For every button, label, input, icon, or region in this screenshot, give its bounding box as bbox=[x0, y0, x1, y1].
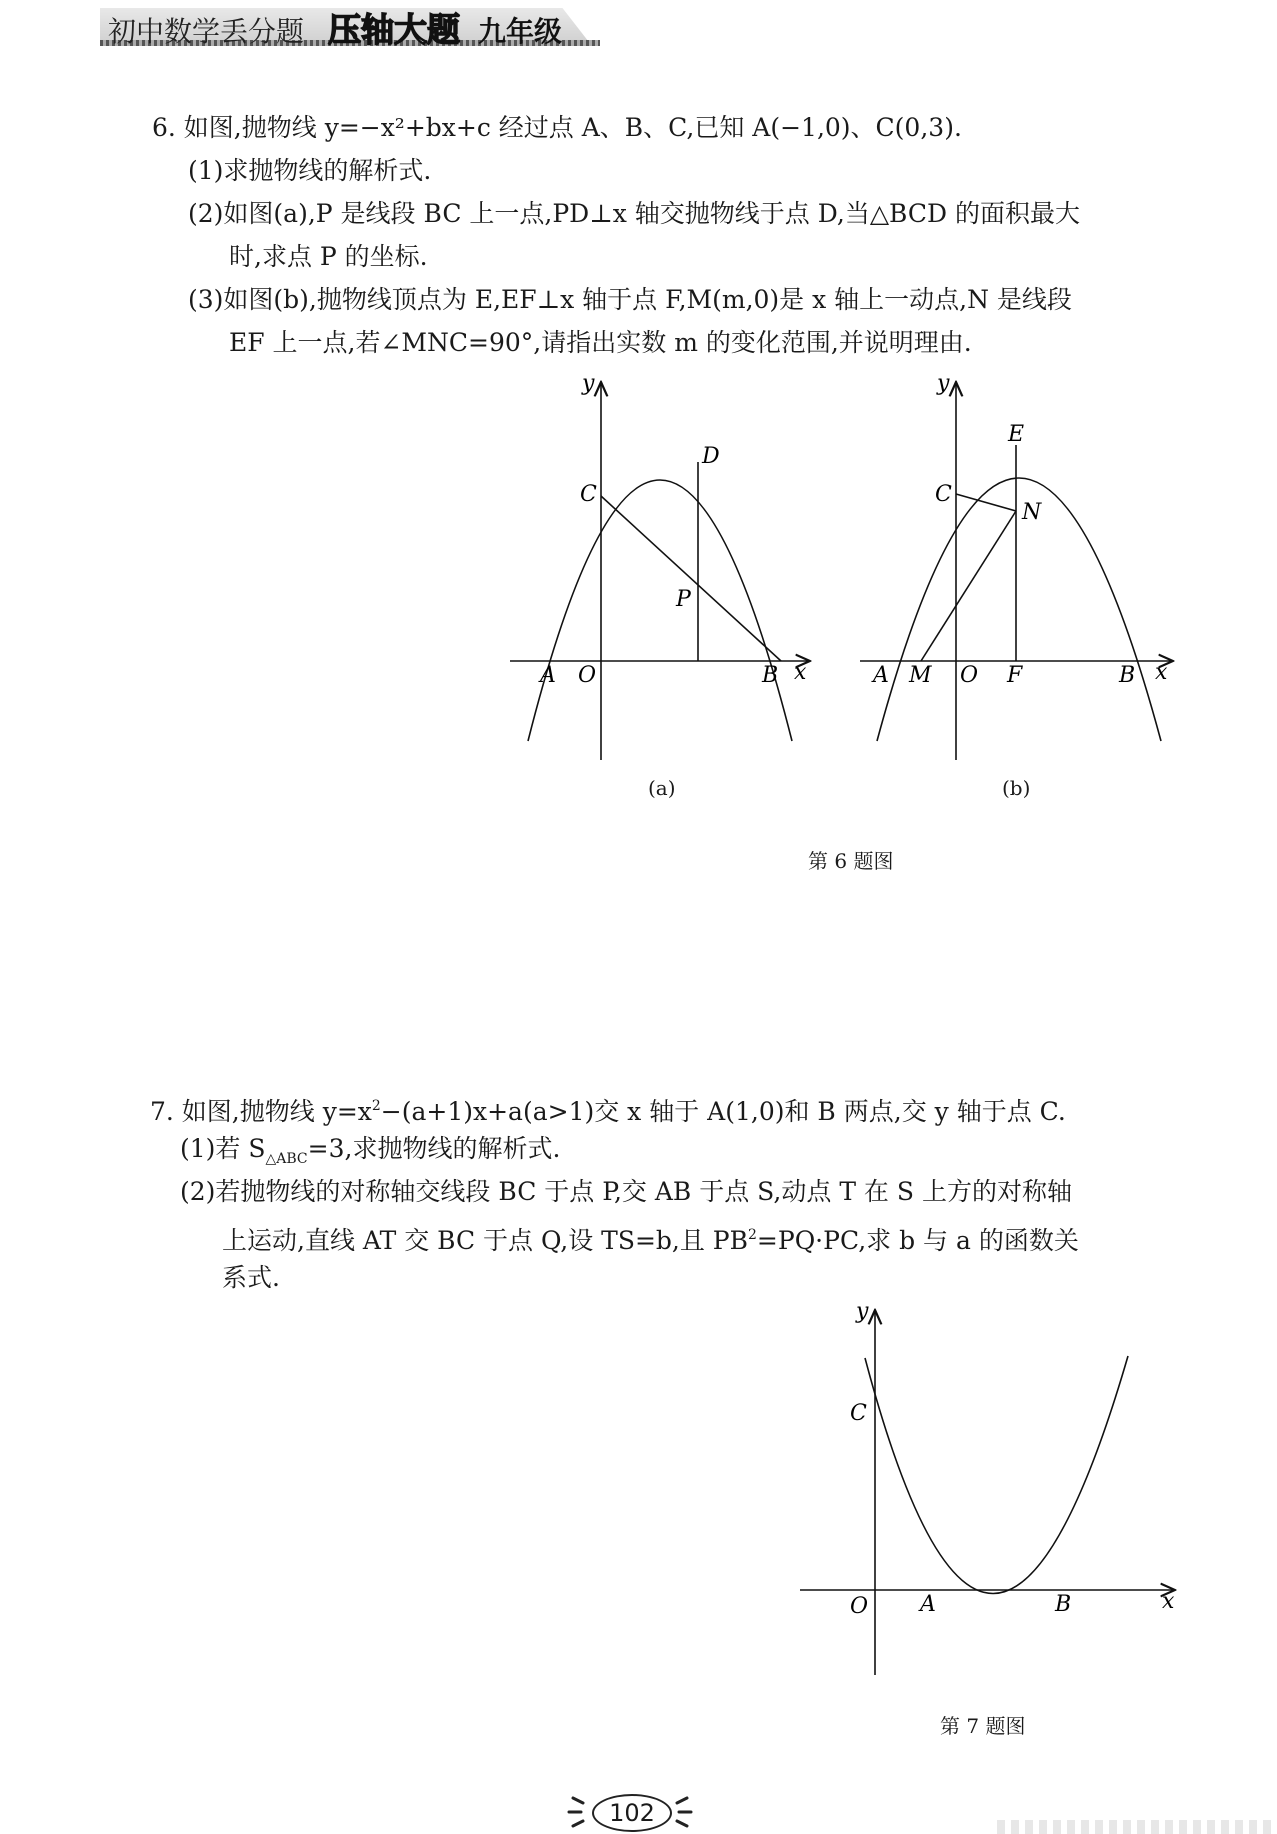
q7-line-4-post: =PQ·PC,求 b 与 a 的函数关 bbox=[756, 1226, 1079, 1255]
page-number: 102 bbox=[592, 1794, 672, 1832]
label-b: B bbox=[1119, 663, 1136, 688]
label-n: N bbox=[1022, 500, 1042, 525]
header-title: 压轴大题 bbox=[328, 10, 460, 49]
q7-line-2-pre: (1)若 S bbox=[180, 1134, 266, 1163]
label-y: y bbox=[856, 1299, 869, 1324]
label-c: C bbox=[935, 482, 952, 507]
label-x: x bbox=[794, 660, 807, 685]
q6-line-3: (2)如图(a),P 是线段 BC 上一点,PD⊥x 轴交抛物线于点 D,当△BCD 的面积最大 bbox=[188, 199, 1080, 228]
label-c: C bbox=[850, 1401, 867, 1426]
label-f: F bbox=[1007, 663, 1023, 688]
parabola bbox=[877, 478, 1161, 741]
label-y: y bbox=[582, 371, 595, 396]
header-grade: 九年级 bbox=[478, 15, 563, 48]
label-b: B bbox=[1055, 1592, 1072, 1617]
label-y: y bbox=[937, 371, 950, 396]
label-x: x bbox=[1162, 1589, 1175, 1614]
q7-line-1-post: −(a+1)x+a(a>1)交 x 轴于 A(1,0)和 B 两点,交 y 轴于点 C. bbox=[380, 1097, 1066, 1126]
label-a: A bbox=[540, 663, 556, 688]
q7-line-5: 系式. bbox=[222, 1263, 280, 1292]
header-series: 初中数学丢分题 bbox=[108, 15, 305, 48]
label-o: O bbox=[960, 663, 979, 688]
q7-line-2 bbox=[180, 1134, 560, 1174]
q6-line-5: (3)如图(b),抛物线顶点为 E,EF⊥x 轴于点 F,M(m,0)是 x 轴上一动点,N 是线段 bbox=[188, 285, 1072, 314]
figure-7 bbox=[790, 1290, 1180, 1690]
q6-line-6: EF 上一点,若∠MNC=90°,请指出实数 m 的变化范围,并说明理由. bbox=[229, 328, 972, 357]
parabola bbox=[528, 480, 792, 741]
page-header bbox=[100, 0, 600, 52]
q7-line-3: (2)若抛物线的对称轴交线段 BC 于点 P,交 AB 于点 S,动点 T 在 S 上方的对称轴 bbox=[180, 1177, 1072, 1206]
label-x: x bbox=[1155, 660, 1168, 685]
label-c: C bbox=[580, 482, 597, 507]
q7-line-2-sub: △ABC bbox=[265, 1151, 308, 1167]
label-m: M bbox=[909, 663, 932, 688]
fig-6a-label: (a) bbox=[648, 776, 676, 800]
q7-line-2-post: =3,求抛物线的解析式. bbox=[307, 1134, 561, 1163]
fig-6b-label: (b) bbox=[1002, 776, 1031, 800]
parabola bbox=[865, 1356, 1128, 1594]
q7-line-4-pre: 上运动,直线 AT 交 BC 于点 Q,设 TS=b,且 PB bbox=[222, 1226, 748, 1255]
scan-edge bbox=[997, 1820, 1277, 1834]
q6-line-4: 时,求点 P 的坐标. bbox=[229, 242, 428, 271]
fig-7-caption: 第 7 题图 bbox=[940, 1714, 1026, 1738]
q7-line-1 bbox=[150, 1091, 1066, 1127]
label-e: E bbox=[1008, 422, 1025, 447]
figure-6b bbox=[855, 370, 1180, 800]
q6-line-1: 6. 如图,抛物线 y=−x²+bx+c 经过点 A、B、C,已知 A(−1,0)、C(0,3). bbox=[152, 113, 962, 142]
label-o: O bbox=[578, 663, 597, 688]
label-a: A bbox=[920, 1592, 936, 1617]
q7-line-4-sup: 2 bbox=[748, 1227, 757, 1243]
q6-line-2: (1)求抛物线的解析式. bbox=[188, 156, 432, 185]
fig-6-caption: 第 6 题图 bbox=[808, 849, 894, 873]
segment-cb bbox=[601, 496, 781, 661]
segment-cn bbox=[956, 494, 1016, 511]
segment-mn bbox=[921, 511, 1016, 661]
label-o: O bbox=[850, 1594, 869, 1619]
page-number-badge bbox=[565, 1792, 695, 1832]
q7-line-1-sup: 2 bbox=[371, 1098, 381, 1114]
label-p: P bbox=[676, 587, 691, 612]
label-a: A bbox=[873, 663, 889, 688]
q7-line-4 bbox=[222, 1220, 1079, 1256]
figure-6a bbox=[500, 370, 820, 800]
label-b: B bbox=[762, 663, 779, 688]
label-d: D bbox=[702, 444, 720, 469]
q7-line-1-pre: 7. 如图,抛物线 y=x bbox=[150, 1097, 372, 1126]
